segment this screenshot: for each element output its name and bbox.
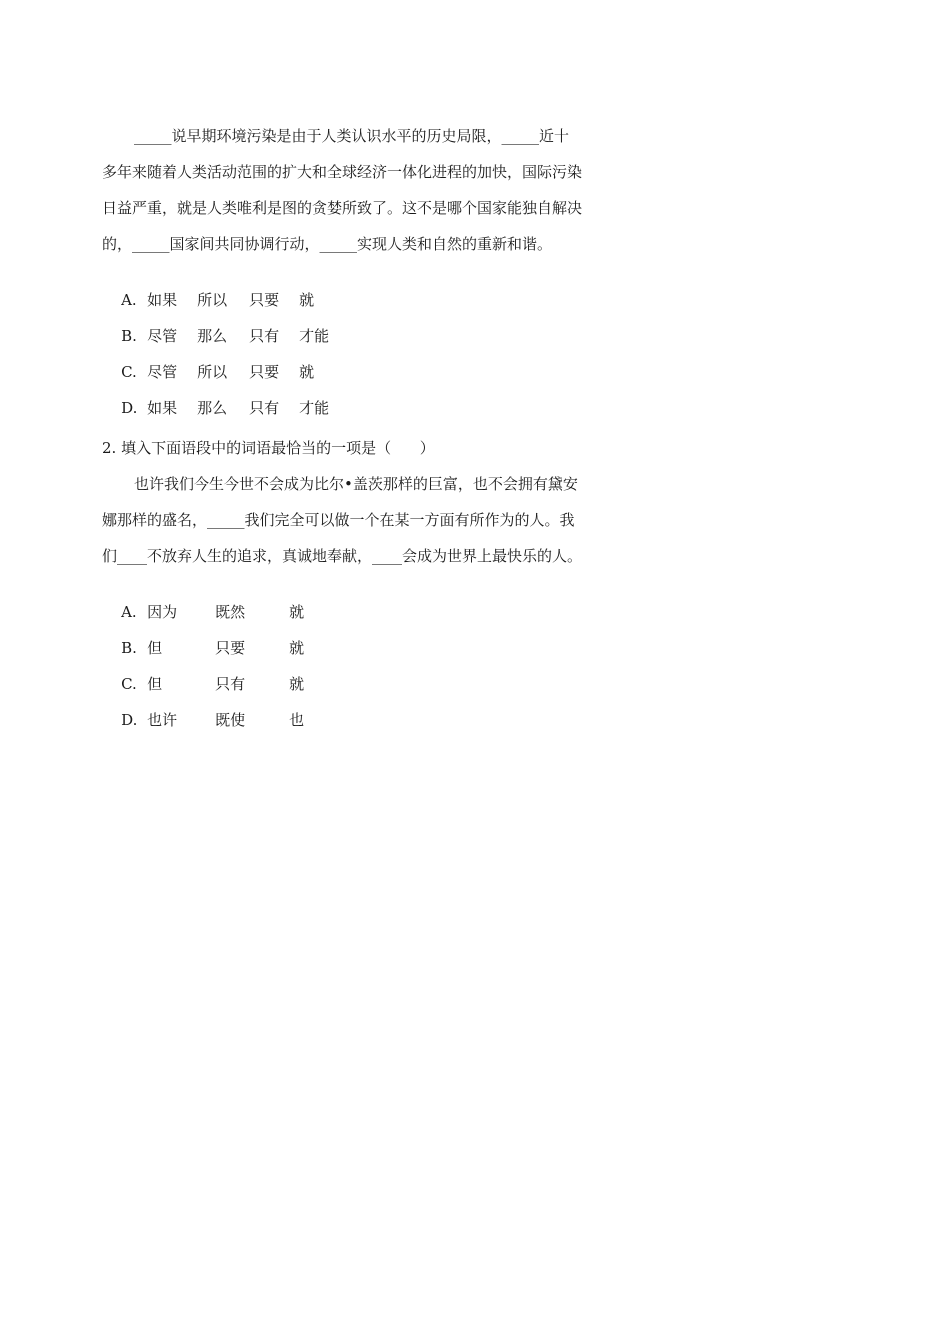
option-letter: A. [121,291,137,309]
option-word: 只有 [215,675,246,693]
option-word: 尽管 [147,327,178,345]
option-word: 就 [289,639,305,657]
option-word: 那么 [197,327,228,345]
option-letter: D. [121,399,138,417]
q2-passage-line-2: 娜那样的盛名，_____我们完全可以做一个在某一方面有所作为的人。我 [102,511,575,529]
option-letter: C. [121,363,137,381]
option-word: 只要 [249,291,280,309]
option-word: 就 [299,291,315,309]
option-word: 既使 [215,711,246,729]
option-word: 尽管 [147,363,178,381]
option-word: 所以 [197,363,228,381]
option-word: 也许 [147,711,178,729]
q1-passage-line-4: 的，_____国家间共同协调行动，_____实现人类和自然的重新和谐。 [102,235,553,253]
option-word: 就 [299,363,315,381]
q1-option-c [102,342,315,381]
option-word: 如果 [147,399,178,417]
option-word: 就 [289,675,305,693]
q1-option-b [102,306,330,345]
q2-passage-line-1: 也许我们今生今世不会成为比尔•盖茨那样的巨富，也不会拥有黛安 [134,475,578,493]
q1-passage-line-2: 多年来随着人类活动范围的扩大和全球经济一体化进程的加快，国际污染 [102,163,583,181]
option-word: 只有 [249,399,280,417]
option-letter: C. [121,675,137,693]
option-letter: B. [121,327,137,345]
option-letter: A. [121,603,137,621]
option-word: 如果 [147,291,178,309]
option-word: 才能 [299,399,330,417]
option-word: 才能 [299,327,330,345]
q1-option-d [102,378,330,417]
option-word: 所以 [197,291,228,309]
q1-option-a [102,270,315,309]
option-word: 只有 [249,327,280,345]
option-word: 只要 [215,639,246,657]
option-letter: D. [121,711,138,729]
q2-option-c [102,654,329,693]
option-letter: B. [121,639,137,657]
q2-option-d [102,690,329,729]
q1-passage-line-3: 日益严重，就是人类唯利是图的贪婪所致了。这不是哪个国家能独自解决 [102,199,583,217]
option-word: 就 [289,603,305,621]
option-word: 但 [147,675,163,693]
q2-passage-line-3: 们____不放弃人生的追求，真诚地奉献，____会成为世界上最快乐的人。 [102,547,583,565]
option-word: 因为 [147,603,178,621]
option-word: 也 [289,711,305,729]
q1-passage-line-1: _____说早期环境污染是由于人类认识水平的历史局限，_____近十 [134,127,570,145]
option-word: 只要 [249,363,280,381]
q2-option-a [102,582,329,621]
q2-option-b [102,618,329,657]
option-word: 那么 [197,399,228,417]
q2-stem: 2. 填入下面语段中的词语最恰当的一项是（ ） [102,439,435,457]
option-word: 但 [147,639,163,657]
option-word: 既然 [215,603,246,621]
